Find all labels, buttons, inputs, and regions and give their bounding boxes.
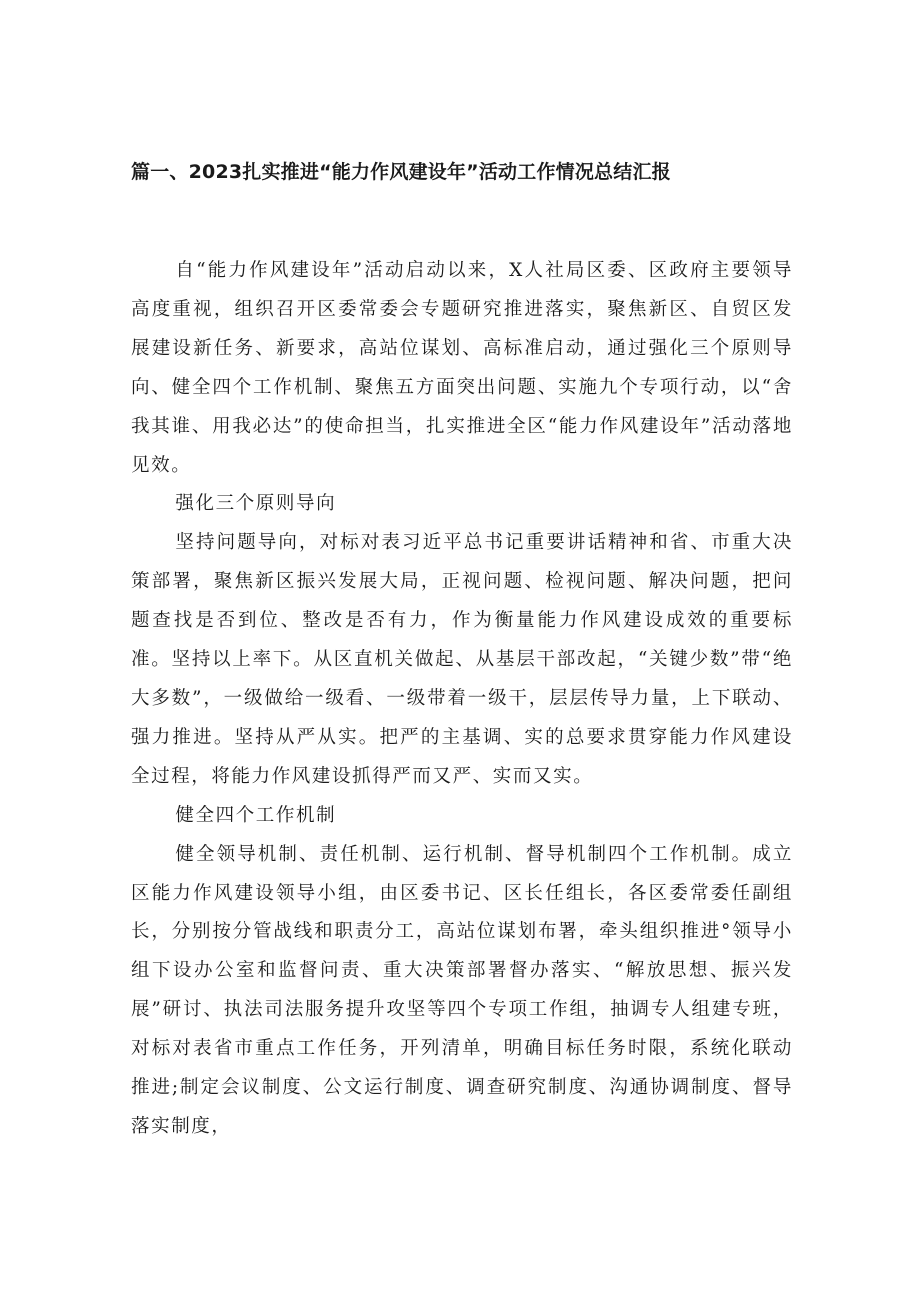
paragraph-principles: 坚持问题导向，对标对表习近平总书记重要讲话精神和省、市重大决策部署，聚焦新区振兴发展大局，正视问题、检视问题、解决问题，把问题查找是否到位、整改是否有力，作为衡量能力作风建设成效的重要标准。坚持以上率下。从区直机关做起、从基层干部改起，“关键少数”带“绝大多数”，一级做给一级看、一级带着一级干，层层传导力量，上下联动、强力推进。坚持从严从实。把严的主基调、实的总要求贯穿能力作风建设全过程，将能力作风建设抓得严而又严、实而又实。	[131, 532, 793, 787]
section-heading-principles: 强化三个原则导向	[175, 493, 337, 515]
paragraph-mechanisms: 健全领导机制、责任机制、运行机制、督导机制四个工作机制。成立区能力作风建设领导小组，由区委书记、区长任组长，各区委常委任副组长，分别按分管战线和职责分工，高站位谋划布署，牵头组织推进°领导小组下设办公室和监督问责、重大决策部署督办落实、“解放思想、振兴发展”研讨、执法司法服务提升攻坚等四个专项工作组，抽调专人组建专班，对标对表省市重点工作任务，开列清单，明确目标任务时限，系统化联动推进;制定会议制度、公文运行制度、调查研究制度、沟通协调制度、督导落实制度，	[131, 843, 793, 1137]
paragraph-intro: 自“能力作风建设年”活动启动以来，X人社局区委、区政府主要领导高度重视，组织召开区委常委会专题研究推进落实，聚焦新区、自贸区发展建设新任务、新要求，高站位谋划、高标准启动，通过强化三个原则导向、健全四个工作机制、聚焦五方面突出问题、实施九个专项行动，以“舍我其谁、用我必达”的使命担当，扎实推进全区“能力作风建设年”活动落地见效。	[131, 260, 793, 476]
document-body	[131, 252, 793, 1147]
section-heading-mechanisms: 健全四个工作机制	[175, 804, 337, 826]
document-title: 篇一、2023扎实推进“能力作风建设年”活动工作情况总结汇报	[131, 161, 671, 183]
